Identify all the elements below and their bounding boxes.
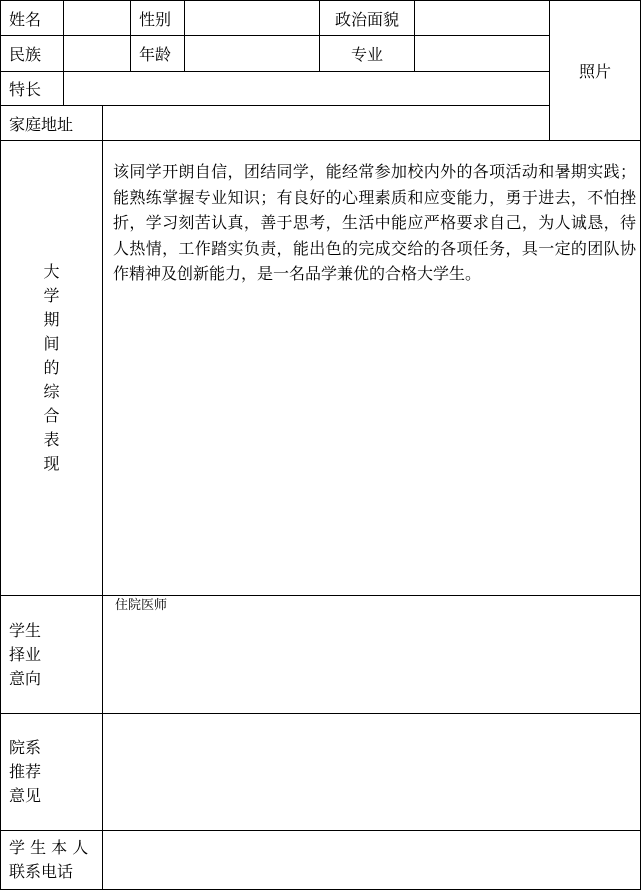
- photo-box[interactable]: [549, 0, 641, 141]
- age-field[interactable]: [184, 35, 320, 72]
- political-status-label: 政治面貌: [319, 0, 415, 36]
- performance-label-char: 综: [43, 382, 60, 401]
- political-status-field[interactable]: [414, 0, 550, 36]
- recommend-label-line: 院系: [9, 738, 42, 757]
- performance-label-char: 期: [43, 310, 60, 329]
- photo-label: 照片: [578, 62, 611, 81]
- performance-label-char: 的: [43, 358, 60, 377]
- phone-label-line: 联系电话: [9, 862, 74, 881]
- gender-label: 性别: [130, 0, 185, 36]
- department-recommendation-label: [0, 713, 103, 831]
- phone-label-line: 学 生 本 人: [9, 838, 89, 857]
- career-intention-label: [0, 595, 103, 714]
- performance-label-char: 合: [43, 406, 60, 425]
- performance-label-char: 大: [43, 262, 60, 281]
- student-phone-field[interactable]: [102, 830, 641, 890]
- specialty-field[interactable]: [63, 71, 550, 106]
- age-label: 年龄: [130, 35, 185, 72]
- career-intention-field[interactable]: 住院医师: [102, 595, 641, 714]
- performance-label-char: 间: [43, 334, 60, 353]
- home-address-label: 家庭地址: [0, 105, 103, 141]
- major-field[interactable]: [414, 35, 550, 72]
- ethnicity-field[interactable]: [63, 35, 131, 72]
- performance-label-char: 学: [43, 286, 60, 305]
- performance-label-char: 现: [43, 454, 60, 473]
- performance-label-char: 表: [43, 430, 60, 449]
- recommend-label-line: 意见: [9, 786, 42, 805]
- student-phone-label: [0, 830, 103, 890]
- home-address-field[interactable]: [102, 105, 550, 141]
- career-label-line: 择业: [9, 644, 42, 664]
- recommend-label-line: 推荐: [9, 762, 42, 781]
- name-label: 姓名: [0, 0, 64, 36]
- performance-label: [0, 140, 103, 596]
- department-recommendation-field[interactable]: [102, 713, 641, 831]
- career-label-line: 学生: [9, 620, 42, 640]
- career-label-line: 意向: [9, 668, 42, 688]
- specialty-label: 特长: [0, 71, 64, 106]
- performance-text[interactable]: 该同学开朗自信，团结同学，能经常参加校内外的各项活动和暑期实践；能熟练掌握专业知识；有良好的心理素质和应变能力，勇于进去，不怕挫折，学习刻苦认真，善于思考，生活中能应严格要求自己，为人诚恳，待人热情，工作踏实负责，能出色的完成交给的各项任务，具一定的团队协作精神及创新能力，是一名品学兼优的合格大学生。: [102, 140, 641, 596]
- major-label: 专业: [319, 35, 415, 72]
- gender-field[interactable]: [184, 0, 320, 36]
- name-field[interactable]: [63, 0, 131, 36]
- ethnicity-label: 民族: [0, 35, 64, 72]
